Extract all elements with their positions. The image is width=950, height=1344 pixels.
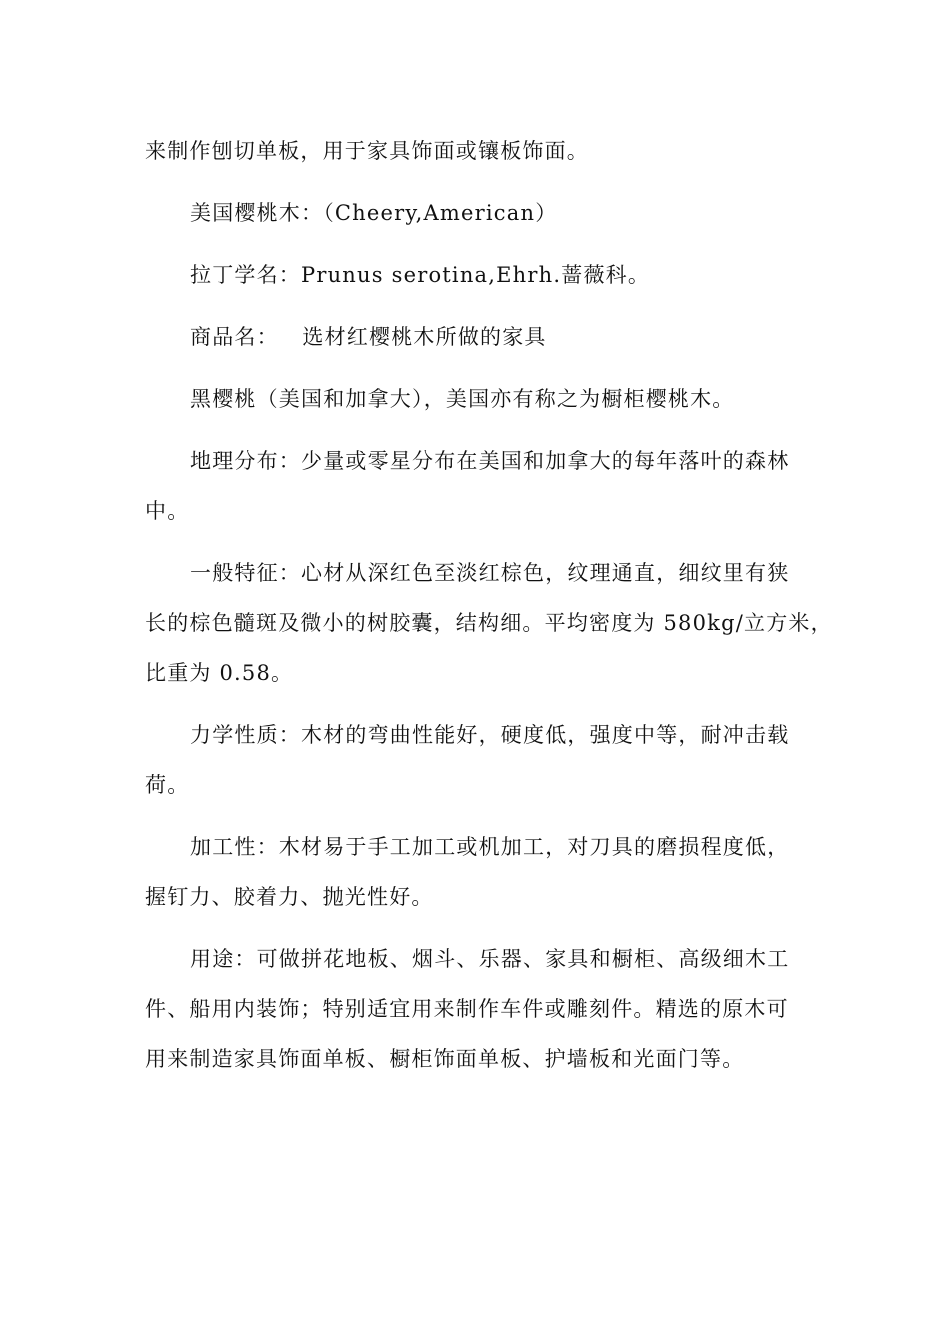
- paragraph-mechanics-line-1: 力学性质：木材的弯曲性能好，硬度低，强度中等，耐冲击载: [190, 723, 790, 747]
- paragraph-features-line-3: 比重为 0.58。: [145, 661, 294, 685]
- paragraph-processing-line-2: 握钉力、胶着力、抛光性好。: [145, 885, 434, 909]
- paragraph-features-line-2: 长的棕色髓斑及微小的树胶囊，结构细。平均密度为 580kg/立方米，: [145, 611, 833, 635]
- paragraph-continuation: 来制作刨切单板，用于家具饰面或镶板饰面。: [145, 139, 589, 163]
- paragraph-uses-line-3: 用来制造家具饰面单板、橱柜饰面单板、护墙板和光面门等。: [145, 1047, 745, 1071]
- paragraph-features-line-1: 一般特征：心材从深红色至淡红棕色，纹理通直，细纹里有狭: [190, 561, 790, 585]
- paragraph-trade-name: 商品名： 选材红樱桃木所做的家具: [190, 325, 547, 349]
- paragraph-uses-line-1: 用途：可做拼花地板、烟斗、乐器、家具和橱柜、高级细木工: [190, 947, 790, 971]
- paragraph-mechanics-line-2: 荷。: [145, 773, 190, 797]
- paragraph-processing-line-1: 加工性：木材易于手工加工或机加工，对刀具的磨损程度低，: [190, 835, 790, 859]
- paragraph-distribution-line-2: 中。: [145, 499, 190, 523]
- paragraph-distribution-line-1: 地理分布：少量或零星分布在美国和加拿大的每年落叶的森林: [190, 449, 790, 473]
- paragraph-wood-name: 美国樱桃木：（Cheery,American）: [190, 201, 558, 225]
- paragraph-black-cherry: 黑樱桃（美国和加拿大），美国亦有称之为橱柜樱桃木。: [190, 387, 735, 411]
- paragraph-uses-line-2: 件、船用内装饰；特别适宜用来制作车件或雕刻件。精选的原木可: [145, 997, 789, 1021]
- paragraph-latin-name: 拉丁学名：Prunus serotina,Ehrh.蔷薇科。: [190, 263, 651, 287]
